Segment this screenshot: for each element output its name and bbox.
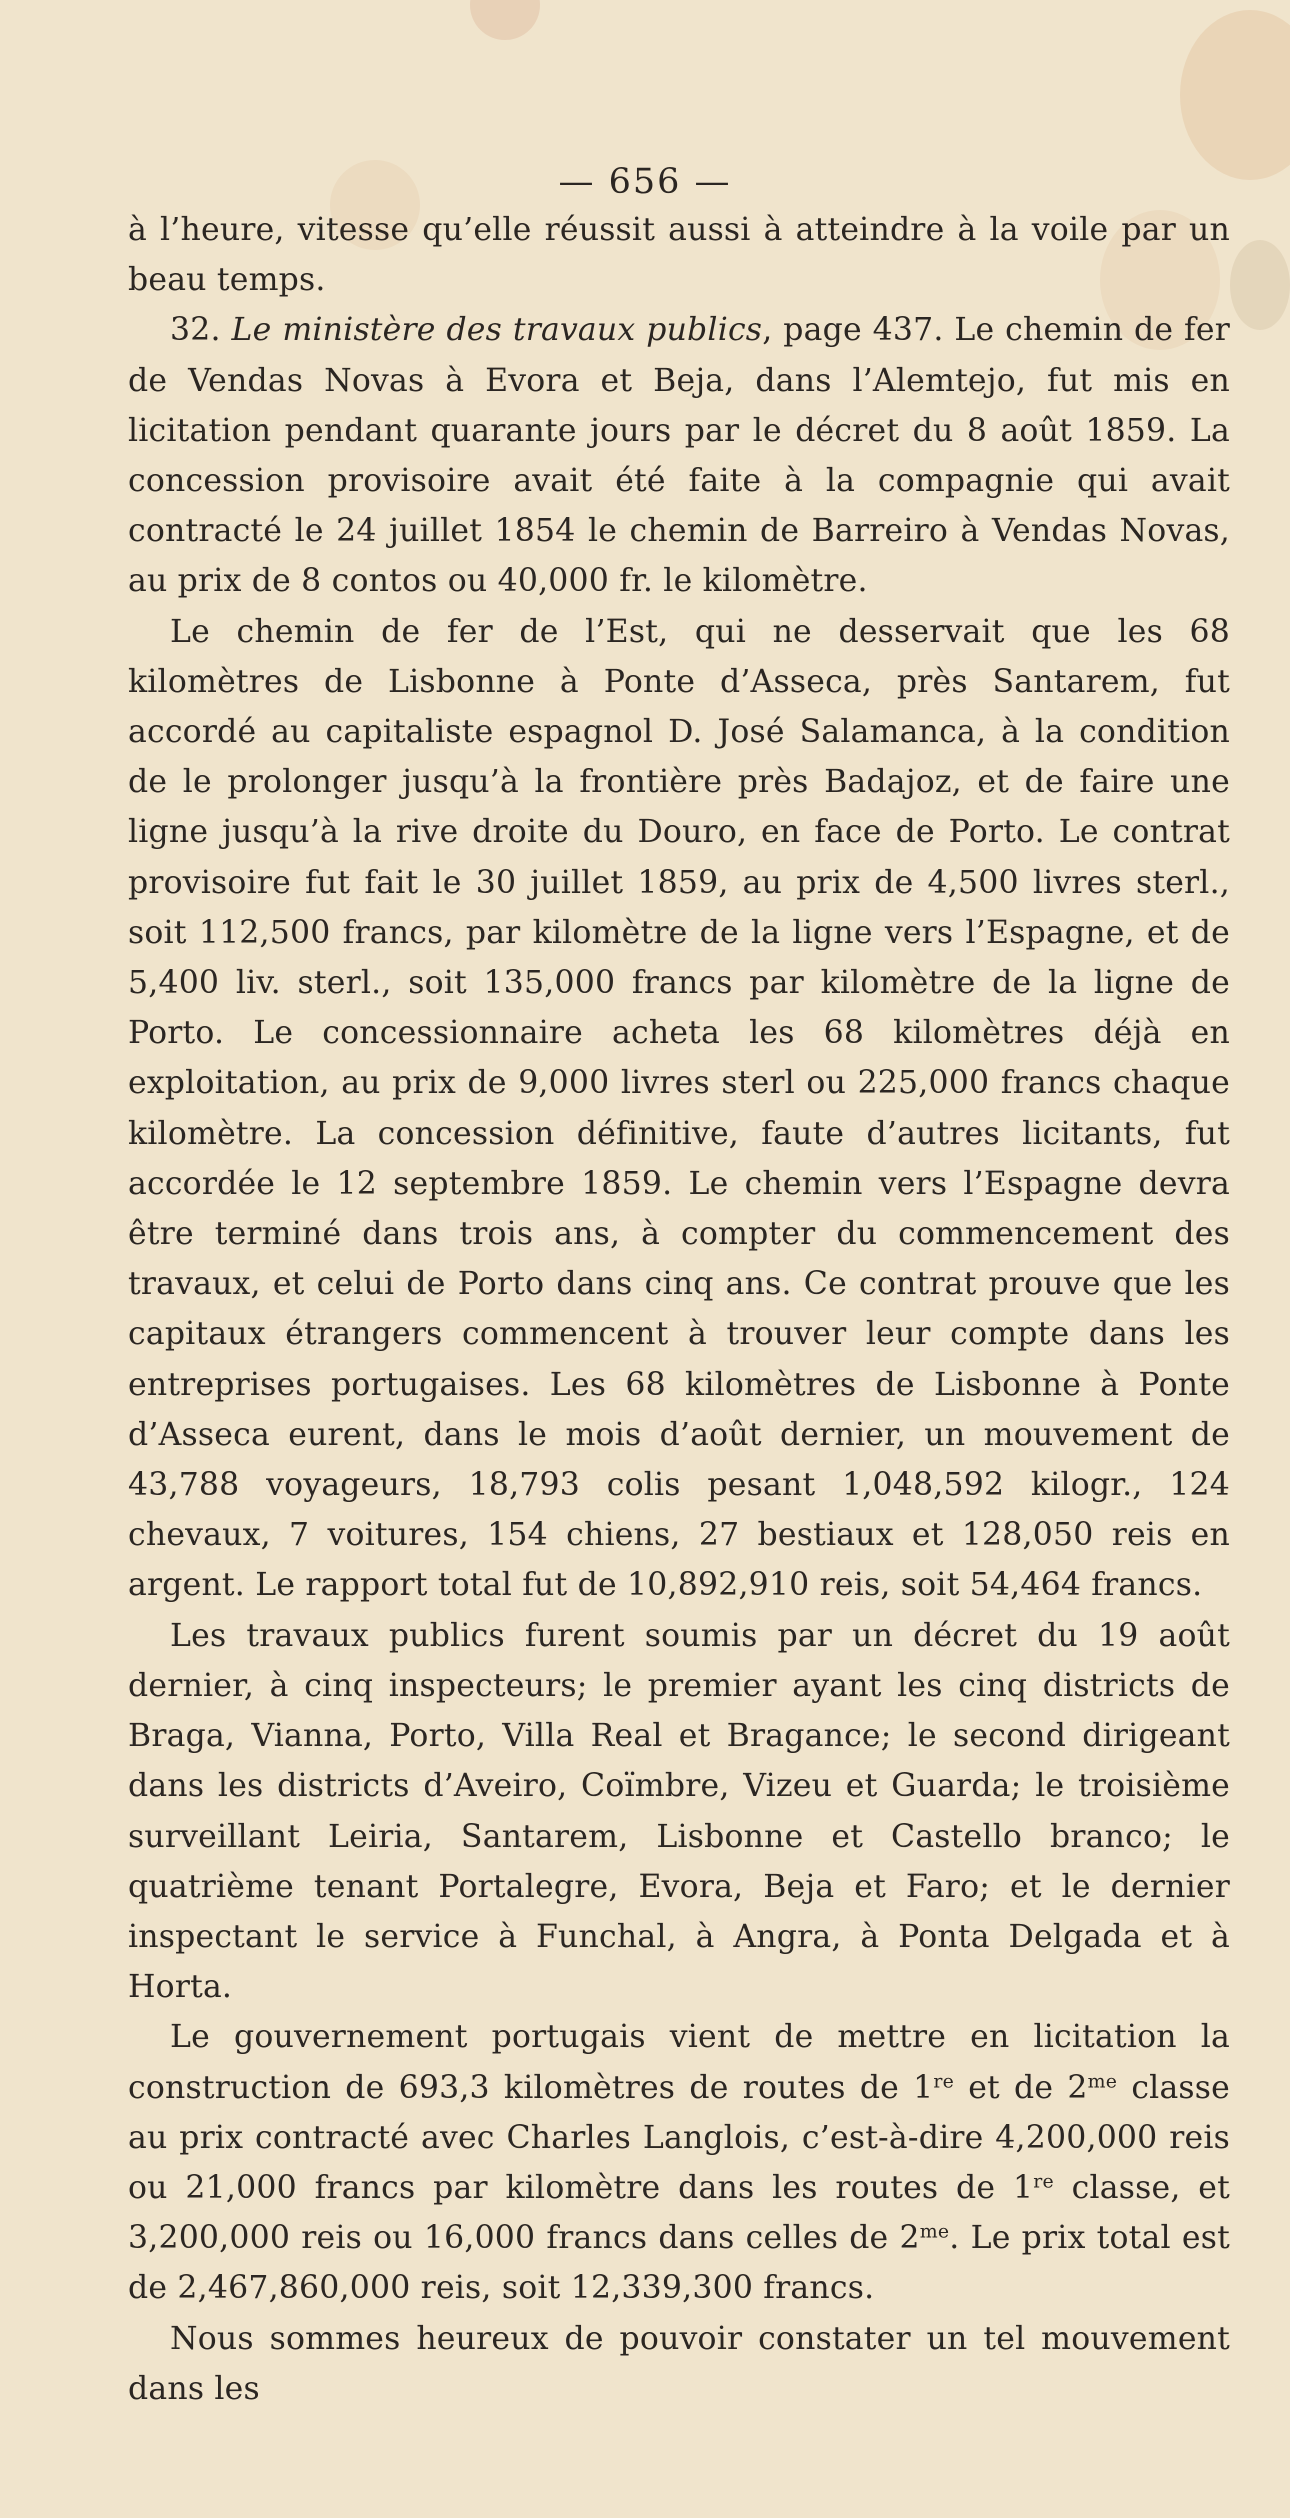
text-segment: et de 2: [954, 2069, 1088, 2106]
text-segment: classe, et 3,200,000 reis ou 16,000 francs dans celles de 2: [128, 2169, 1230, 2257]
superscript: me: [919, 2220, 950, 2243]
superscript: re: [1033, 2170, 1054, 2193]
superscript: me: [1087, 2070, 1118, 2093]
note-title: Le ministère des travaux publics: [231, 312, 763, 349]
paper-stain: [1180, 10, 1290, 180]
paragraph-chemin-est: Le chemin de fer de l’Est, qui ne desservait que les 68 kilomètres de Lisbonne à Ponte d’Asseca, près Santarem, fut accordé au capitaliste espagnol D. José Salamanca, à la condition de le prolonger jusqu’à la frontière près Badajoz, et de faire une ligne jusqu’à la rive droite du Douro, en face de Porto. Le contrat provisoire fut fait le 30 juillet 1859, au prix de 4,500 livres sterl., soit 112,500 francs, par kilomètre de la ligne vers l’Espagne, et de 5,400 liv. sterl., soit 135,000 francs par kilomètre de la ligne de Porto. Le concessionnaire acheta les 68 kilomètres déjà en exploitation, au prix de 9,000 livres sterl ou 225,000 francs chaque kilomètre. La concession définitive, faute d’autres licitants, fut accordée le 12 septembre 1859. Le chemin vers l’Espagne devra être terminé dans trois ans, à compter du commencement des travaux, et celui de Porto dans cinq ans. Ce contrat prouve que les capitaux étrangers commencent à trouver leur compte dans les entreprises portugaises. Les 68 kilomètres de Lisbonne à Ponte d’Asseca eurent, dans le mois d’août dernier, un mouvement de 43,788 voyageurs, 18,793 colis pesant 1,048,592 kilogr., 124 chevaux, 7 voitures, 154 chiens, 27 bestiaux et 128,050 reis en argent. Le rapport total fut de 10,892,910 reis, soit 54,464 francs.: [128, 613, 1230, 1604]
paragraph-travaux-publics: Les travaux publics furent soumis par un décret du 19 août dernier, à cinq inspecteurs; le premier ayant les cinq districts de Braga, Vianna, Porto, Villa Real et Bragance; le second dirigeant dans les districts d’Aveiro, Coïmbre, Vizeu et Guarda; le troisième surveillant Leiria, Santarem, Lisbonne et Castello branco; le quatrième tenant Portalegre, Evora, Beja et Faro; et le dernier inspectant le service à Funchal, à Angra, à Ponta Delgada et à Horta.: [128, 1617, 1230, 2006]
paragraph-final: Nous sommes heureux de pouvoir constater un tel mouvement dans les: [128, 2320, 1230, 2407]
note-number: 32.: [170, 312, 221, 349]
text-segment: classe au prix contracté avec Charles Langlois, c’est-à-dire 4,200,000 reis ou 21,000 francs par kilomètre dans les routes de 1: [128, 2069, 1230, 2206]
note-text: , page 437. Le chemin de fer de Vendas Novas à Evora et Beja, dans l’Alemtejo, fut mis en licitation pendant quarante jours par le décret du 8 août 1859. La concession provisoire avait été faite à la compagnie qui avait contracté le 24 juillet 1854 le chemin de Barreiro à Vendas Novas, au prix de 8 contos ou 40,000 fr. le kilomètre.: [128, 312, 1231, 600]
text-segment: . Le prix total est de 2,467,860,000 reis, soit 12,339,300 francs.: [128, 2220, 1230, 2307]
paragraph-continuation: à l’heure, vitesse qu’elle réussit aussi à atteindre à la voile par un beau temps.: [128, 212, 1230, 299]
paragraph-32: [128, 305, 1230, 606]
page-body: [128, 205, 1230, 2414]
superscript: re: [933, 2070, 955, 2093]
page-number: — 656 —: [558, 162, 732, 202]
paper-stain: [1230, 240, 1290, 330]
paper-stain: [470, 0, 540, 40]
text-segment: Le gouvernement portugais vient de mettre en licitation la construction de 693,3 kilomètres de routes de 1: [128, 2019, 1230, 2106]
paragraph-gouvernement: [128, 2012, 1230, 2313]
